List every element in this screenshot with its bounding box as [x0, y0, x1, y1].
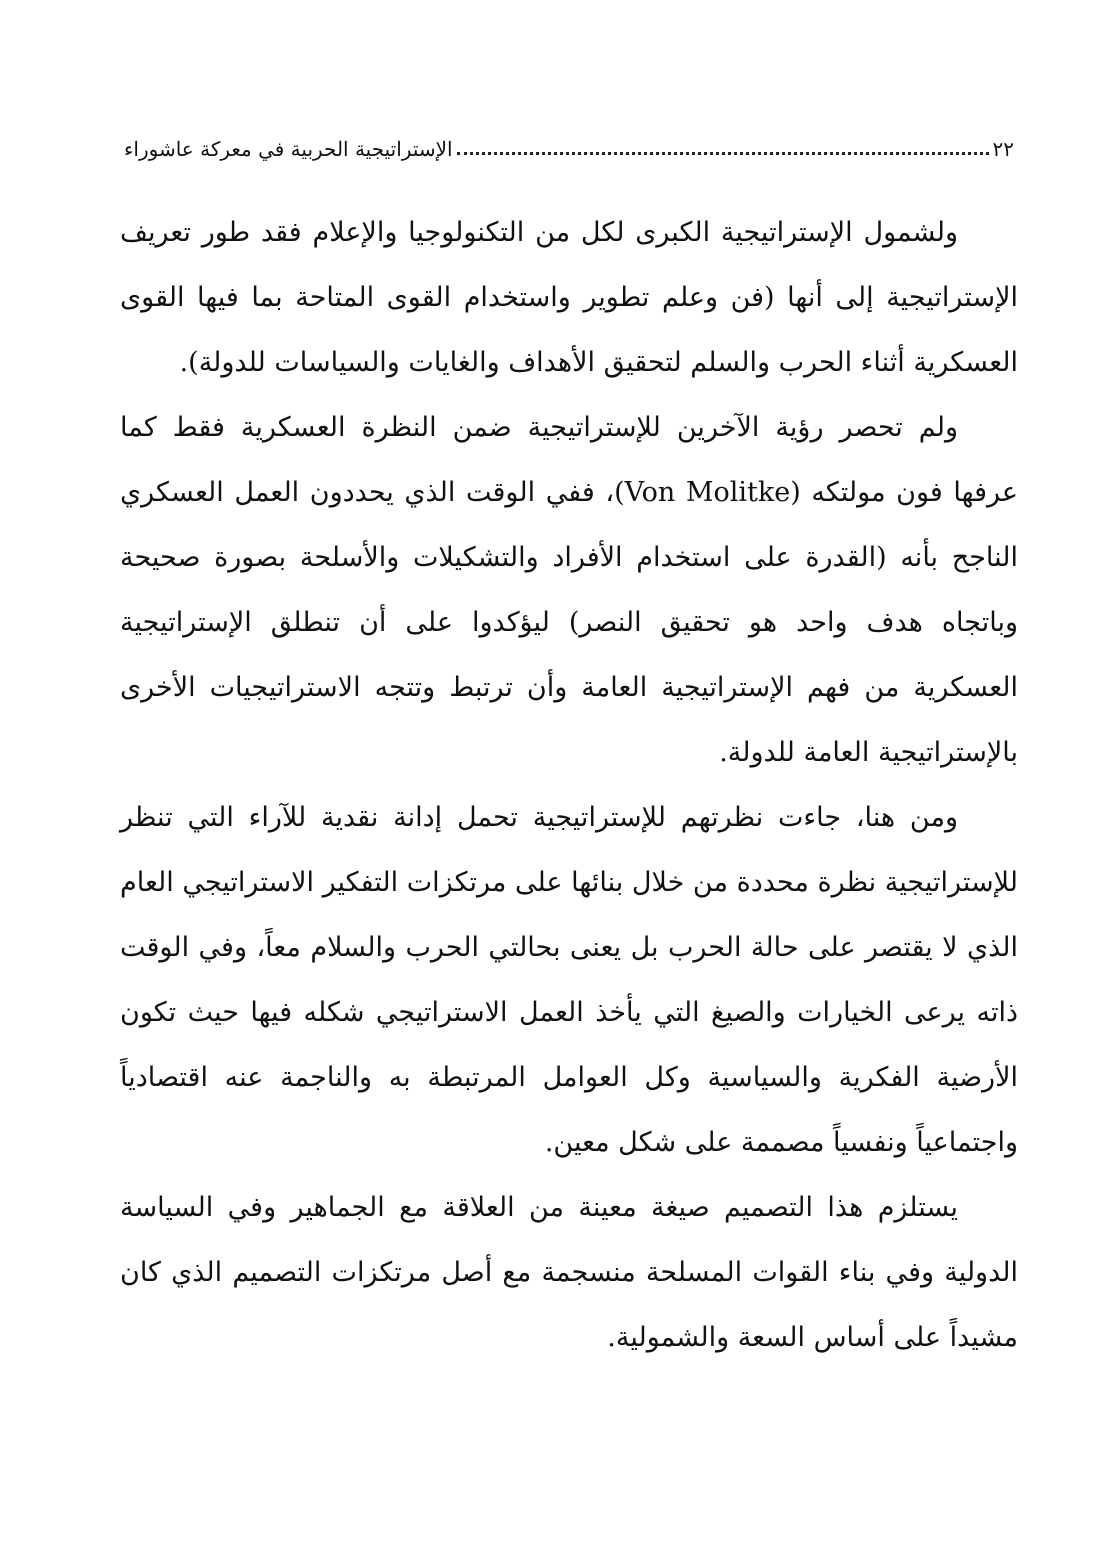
page-number: ٢٢ [992, 137, 1014, 161]
header-dot-leader [457, 152, 989, 155]
paragraph-2: ولم تحصر رؤية الآخرين للإستراتيجية ضمن النظرة العسكرية فقط كما عرفها فون مولتكه (Von Molitke)، ففي الوقت الذي يحددون العمل العسكري الناجح بأنه (القدرة على استخدام الأفراد والتشكيلات والأسلحة بصورة صحيحة وباتجاه هدف واحد هو تحقيق النصر) ليؤكدوا على أن تنطلق الإستراتيجية العسكرية من فهم الإستراتيجية العامة وأن ترتبط وتتجه الاستراتيجيات الأخرى بالإستراتيجية العامة للدولة. [120, 412, 1018, 768]
paragraph-1: ولشمول الإستراتيجية الكبرى لكل من التكنولوجيا والإعلام فقد طور تعريف الإستراتيجية إلى أنها (فن وعلم تطوير واستخدام القوى المتاحة بما فيها القوى العسكرية أثناء الحرب والسلم لتحقيق الأهداف والغايات والسياسات للدولة). [120, 217, 1018, 378]
running-header-title: الإستراتيجية الحربية في معركة عاشوراء [124, 137, 453, 161]
paragraph-4: يستلزم هذا التصميم صيغة معينة من العلاقة مع الجماهير وفي السياسة الدولية وفي بناء القوات المسلحة منسجمة مع أصل مرتكزات التصميم الذي كان مشيداً على أساس السعة والشمولية. [120, 1192, 1018, 1353]
running-header [120, 131, 1018, 161]
body-text [120, 200, 1018, 1370]
paragraph-3: ومن هنا، جاءت نظرتهم للإستراتيجية تحمل إدانة نقدية للآراء التي تنظر للإستراتيجية نظرة محددة من خلال بنائها على مرتكزات التفكير الاستراتيجي العام الذي لا يقتصر على حالة الحرب بل يعنى بحالتي الحرب والسلام معاً، وفي الوقت ذاته يرعى الخيارات والصيغ التي يأخذ العمل الاستراتيجي شكله فيها حيث تكون الأرضية الفكرية والسياسية وكل العوامل المرتبطة به والناجمة عنه اقتصادياً واجتماعياً ونفسياً مصممة على شكل معين. [120, 802, 1018, 1158]
